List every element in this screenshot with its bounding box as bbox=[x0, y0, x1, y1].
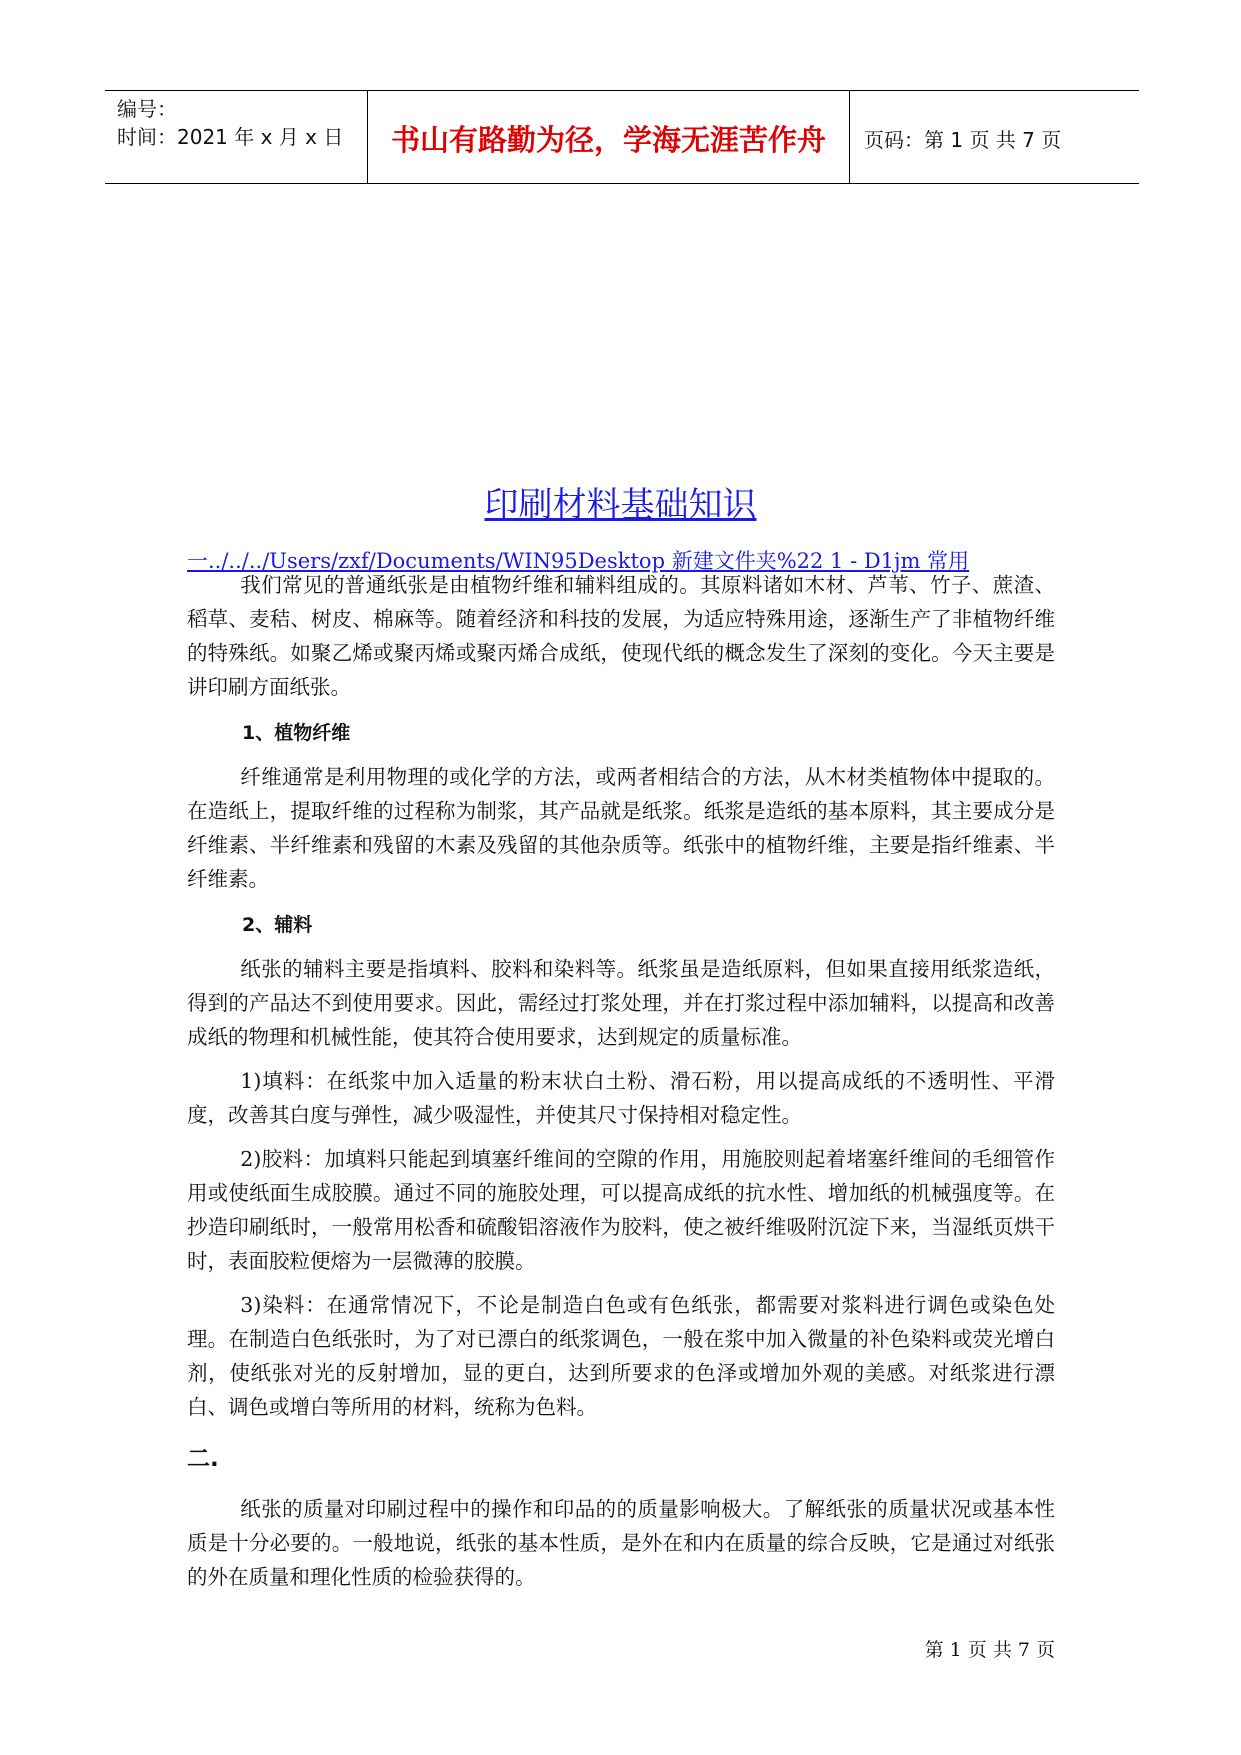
sizing-paragraph: 2)胶料：加填料只能起到填塞纤维间的空隙的作用，用施胶则起着堵塞纤维间的毛细管作用或使纸面生成胶膜。通过不同的施胶处理，可以提高成纸的抗水性、增加纸的机械强度等。在抄造印刷纸时，一般常用松香和硫酸铝溶液作为胶料，使之被纤维吸附沉淀下来，当湿纸页烘干时，表面胶粒便熔为一层微薄的胶膜。 bbox=[187, 1147, 1055, 1273]
number-label: 编号： bbox=[117, 97, 177, 121]
document-title[interactable]: 印刷材料基础知识 bbox=[484, 485, 757, 525]
header-page-cell bbox=[850, 91, 1139, 183]
dye-paragraph: 3)染料：在通常情况下，不论是制造白色或有色纸张，都需要对浆料进行调色或染色处理。在制造白色纸张时，为了对已漂白的纸浆调色，一般在浆中加入微量的补色染料或荧光增白剂，使纸张对光的反射增加，显的更白，达到所要求的色泽或增加外观的美感。对纸浆进行漂白、调色或增白等所用的材料，统称为色料。 bbox=[187, 1293, 1055, 1419]
document-body bbox=[187, 568, 1055, 1594]
intro-paragraph: 我们常见的普通纸张是由植物纤维和辅料组成的。其原料诸如木材、芦苇、竹子、蔗渣、稻草、麦秸、树皮、棉麻等。随着经济和科技的发展，为适应特殊用途，逐渐生产了非植物纤维的特殊纸。如聚乙烯或聚丙烯或聚丙烯合成纸，使现代纸的概念发生了深刻的变化。今天主要是讲印刷方面纸张。 bbox=[187, 573, 1055, 699]
time-label: 时间：2021 年 x 月 x 日 bbox=[117, 125, 344, 149]
page-footer: 第 1 页 共 7 页 bbox=[924, 1639, 1055, 1661]
header-motto-cell bbox=[368, 91, 850, 183]
page-header bbox=[105, 90, 1139, 184]
part-2-heading: 二. bbox=[187, 1446, 219, 1472]
section-1-heading: 1、植物纤维 bbox=[242, 722, 351, 744]
header-info-cell bbox=[105, 91, 368, 183]
section-2-heading: 2、辅料 bbox=[242, 914, 313, 936]
header-page-label: 页码：第 1 页 共 7 页 bbox=[864, 128, 1062, 152]
part-2-paragraph: 纸张的质量对印刷过程中的操作和印品的的质量影响极大。了解纸张的质量状况或基本性质是十分必要的。一般地说，纸张的基本性质，是外在和内在质量的综合反映，它是通过对纸张的外在质量和理化性质的检验获得的。 bbox=[187, 1497, 1055, 1589]
section-1-paragraph: 纤维通常是利用物理的或化学的方法，或两者相结合的方法，从木材类植物体中提取的。在造纸上，提取纤维的过程称为制浆，其产品就是纸浆。纸浆是造纸的基本原料，其主要成分是纤维素、半纤维素和残留的木素及残留的其他杂质等。纸张中的植物纤维，主要是指纤维素、半纤维素。 bbox=[187, 765, 1055, 891]
file-path-link[interactable]: 一../../../Users/zxf/Documents/WIN95Desktop 新建文件夹%22 1 - D1jm 常用 bbox=[187, 549, 970, 573]
section-2-paragraph: 纸张的辅料主要是指填料、胶料和染料等。纸浆虽是造纸原料，但如果直接用纸浆造纸，得到的产品达不到使用要求。因此，需经过打浆处理，并在打浆过程中添加辅料，以提高和改善成纸的物理和机械性能，使其符合使用要求，达到规定的质量标准。 bbox=[187, 957, 1055, 1049]
motto: 书山有路勤为径，学海无涯苦作舟 bbox=[390, 123, 826, 157]
filler-paragraph: 1)填料：在纸浆中加入适量的粉末状白土粉、滑石粉，用以提高成纸的不透明性、平滑度，改善其白度与弹性，减少吸湿性，并使其尺寸保持相对稳定性。 bbox=[187, 1069, 1055, 1127]
